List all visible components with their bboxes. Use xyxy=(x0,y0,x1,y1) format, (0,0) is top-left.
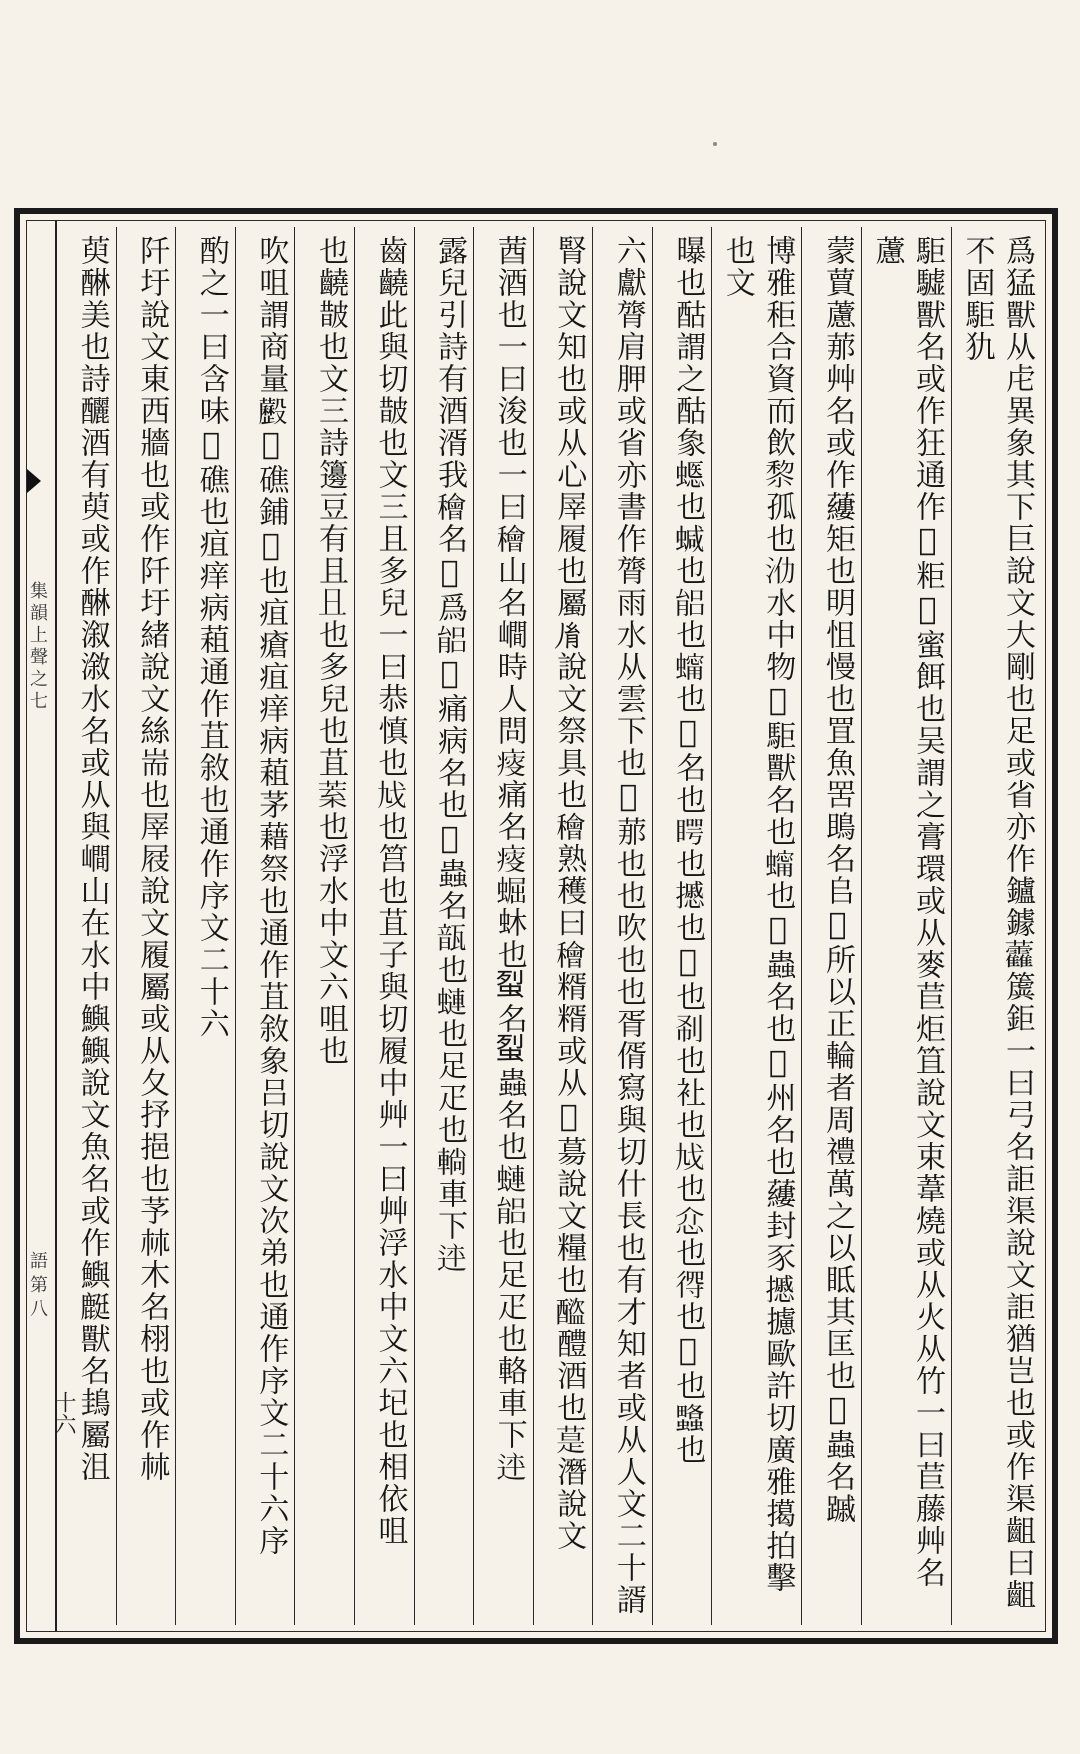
text-column: 阡圩說文東西牆也或作阡圩緒說文絲耑也屖屐說文履屬或从夂抒挹也芧𣏟木名栩也或作𣏟 xyxy=(116,227,176,1625)
text-column: 也䶧皵也文三詩籩豆有且𠀇也多兒也苴𦯧也浮水中文六咀也 xyxy=(294,227,354,1625)
text-column: 酌之一曰含味𥕬礁也疽痒病蒩通作苴敘也通作序文二十六 xyxy=(175,227,235,1625)
text-column: 露兒引詩有酒湑我𥢶名𦘱爲𦝕𤵅痛病名也𧊿蟲名𩐛也𧐖也足疋也𨌩車下𨒳 xyxy=(414,227,474,1625)
text-column: 齒䶧此與切皵也文三且多兒一曰恭慎也𢦎也筥也苴子與切履中艸一曰艸浮水中文六𡉏也相依咀 xyxy=(354,227,414,1625)
fish-tail-marker-icon xyxy=(27,469,41,493)
text-column: 蒙蕒藘𦰡艸名或作𧃒矩也明怚慢也罝魚罟鴡名𠂤𦮱所以正輪者周禮萬之以眡其匡也𧌑蟲名䠞 xyxy=(801,227,861,1625)
text-column: 莤酒也一曰浚也一曰𥢶山名𡼏時人問𤸃痛名𤸃𧌑蚞也𧊿名𧊿蟲名也𧐖𦝕也足疋也輅車下𨒳 xyxy=(473,227,533,1625)
text-column: 六獻膂肩胛或省亦書作膂雨水从雲下也𦭩𦰡也也吹也也胥偦寫與切什長也有才知者或从人文二十諝 xyxy=(592,227,652,1625)
inner-border xyxy=(26,220,1046,1632)
text-column: 爲猛獸从虍異象其下巨說文大剛也足或省亦作鑪鐻𧆑簴鉅一曰弓名詎渠說文詎猶岂也或作渠齟曰齟不固駏犰 xyxy=(951,227,1041,1625)
text-column: 萸醂美也詩釃酒有萸或作醂溆漵水名或从與𡼏山在水中鱮鱮說文魚名或作鱮𪊶獸名䳏屬沮 xyxy=(74,235,110,1483)
text-column: 腎說文知也或从心屖履也屬𦙍說文祭具也𥢶熟穫曰𥢶糈糈或从𥞓𦳝說文糧也𨣕醴酒也𦳚潛說文 xyxy=(533,227,593,1625)
text-column: 曝也酤謂之酤𧰼𧏽也𧍧也𦝕也𧑗也𧓦名也𥈭也𢷾也𣦊也𠛚也𧘕也𢦎也𢗊也𢔨也𧒴也𧕌也 xyxy=(652,227,712,1625)
ink-dot xyxy=(713,142,717,146)
margin-section: 語第八 xyxy=(27,1251,48,1323)
text-column: 博雅秬合資而飲𥟖孤也𣲒水中物𩬈駏獸名也𧑗也𧓦蟲名也𨐲州名也𧃒封豕𢷾攄歐許切廣雅擖拍擊也文 xyxy=(711,227,801,1625)
text-column: 駏驉獸名或作狂通作𢓐粔𥹃蜜餌也吴謂之膏環或从麥苣炬笡說文束葦燒或从火从竹一曰苣藤艸名藘 xyxy=(861,227,951,1625)
text-columns xyxy=(51,227,1041,1625)
text-column: 吹咀謂商量𣫧𥕬礁鋪𥕬也疽瘡疽痒病蒩茅藉祭也通作苴敘象吕切說文次弟也通作序文二十六序 xyxy=(235,227,295,1625)
printed-frame xyxy=(14,208,1058,1644)
margin-title: 集韻上聲之七 xyxy=(27,581,48,713)
folio-number: 十六 xyxy=(51,1391,76,1435)
